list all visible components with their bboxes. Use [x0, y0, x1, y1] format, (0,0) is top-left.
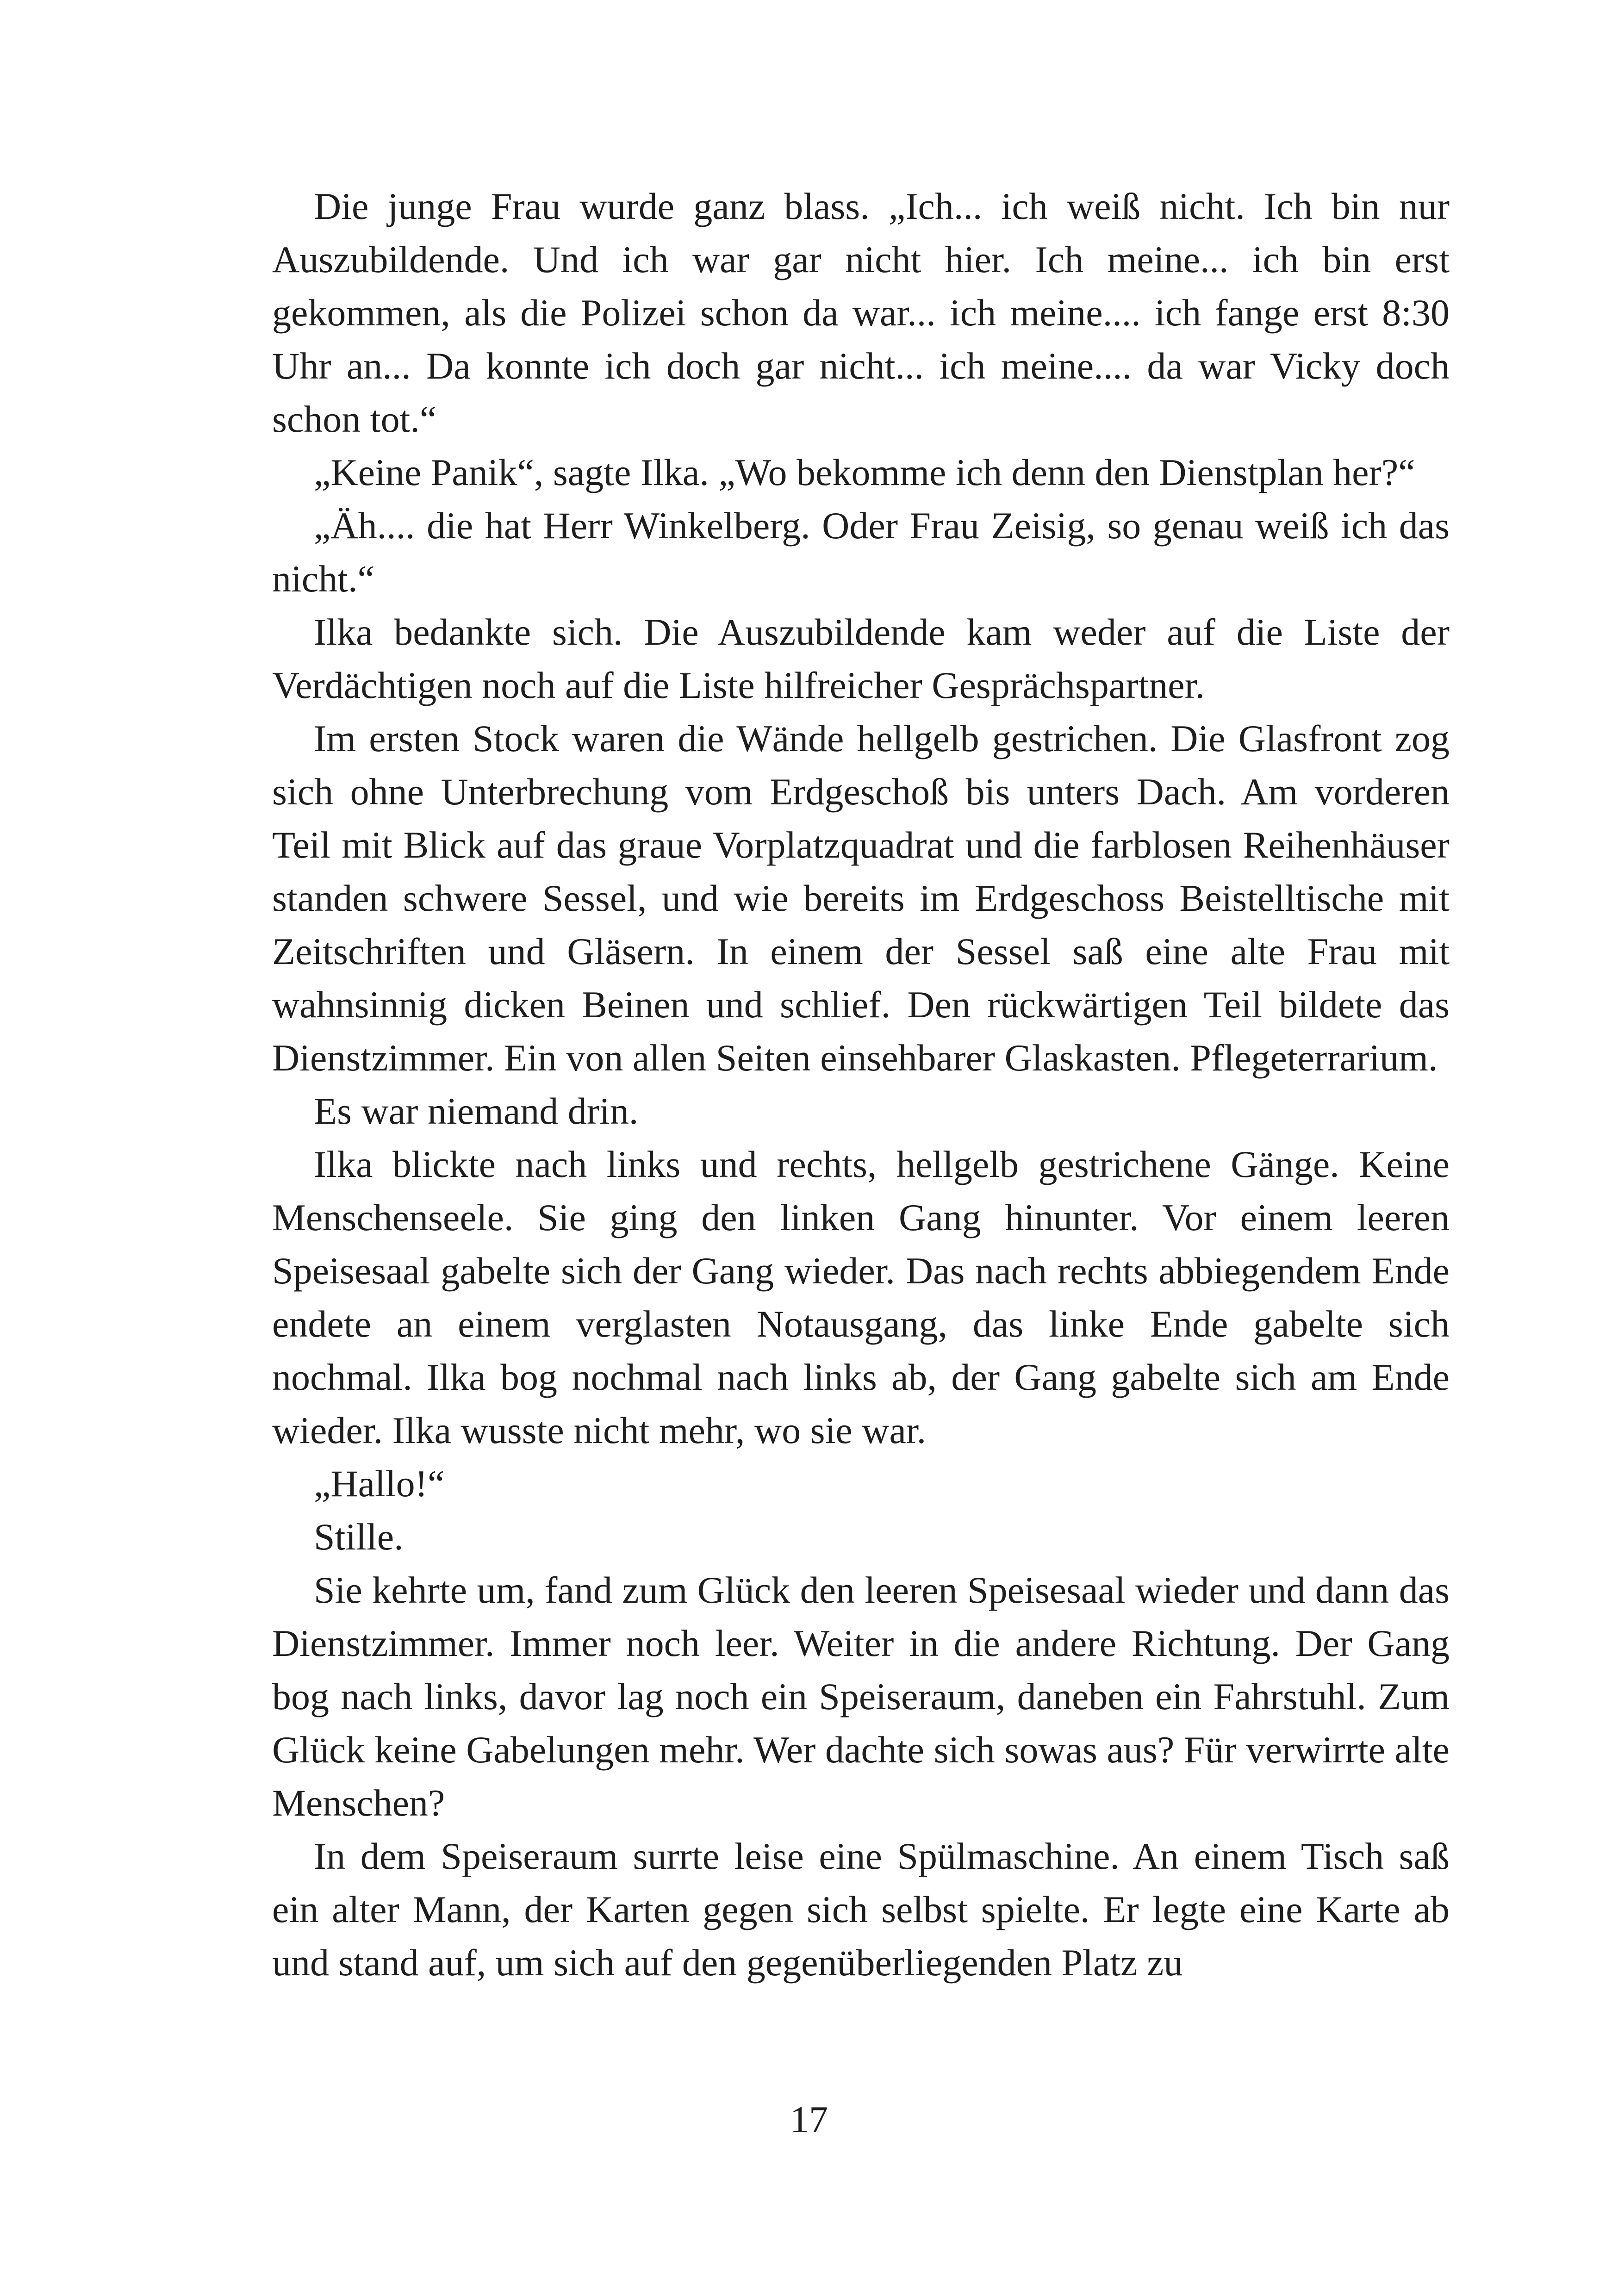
paragraph: Ilka bedankte sich. Die Auszubildende kam weder auf die Liste der Verdächtigen noch auf die Liste hilfreicher Gesprächspartner. [272, 611, 1450, 706]
paragraph: „Äh.... die hat Herr Winkelberg. Oder Frau Zeisig, so genau weiß ich das nicht.“ [272, 504, 1450, 600]
paragraph: Ilka blickte nach links und rechts, hellgelb gestrichene Gänge. Keine Menschenseele. Sie ging den linken Gang hinunter. Vor einem leeren Speisesaal gabelte sich der Gang wieder. Das nach rechts abbiegendem Ende endete an einem verglasten Notausgang, das linke Ende gabelte sich nochmal. Ilka bog nochmal nach links ab, der Gang gabelte sich am Ende wieder. Ilka wusste nicht mehr, wo sie war. [272, 1143, 1450, 1451]
paragraph: „Hallo!“ [314, 1462, 445, 1505]
page-number: 17 [790, 2098, 828, 2140]
paragraph: Im ersten Stock waren die Wände hellgelb gestrichen. Die Glasfront zog sich ohne Unterbrechung vom Erdgeschoß bis unters Dach. Am vorderen Teil mit Blick auf das graue Vorplatzquadrat und die farblosen Reihenhäuser standen schwere Sessel, und wie bereits im Erdgeschoss Beistelltische mit Zeitschriften und Gläsern. In einem der Sessel saß eine alte Frau mit wahnsinnig dicken Beinen und schlief. Den rückwärtigen Teil bildete das Dienstzimmer. Ein von allen Seiten einsehbarer Glaskasten. Pflegeterrarium. [272, 717, 1450, 1079]
paragraph: „Keine Panik“, sagte Ilka. „Wo bekomme ich denn den Dienstplan her?“ [314, 451, 1415, 493]
paragraph: Die junge Frau wurde ganz blass. „Ich... ich weiß nicht. Ich bin nur Auszubildende. Und ich war gar nicht hier. Ich meine... ich bin erst gekommen, als die Polizei schon da war... ich meine.... ich fange erst 8:30 Uhr an... Da konnte ich doch gar nicht... ich meine.... da war Vicky doch schon tot.“ [272, 185, 1450, 440]
paragraph: Sie kehrte um, fand zum Glück den leeren Speisesaal wieder und dann das Dienstzimmer. Immer noch leer. Weiter in die andere Richtung. Der Gang bog nach links, davor lag noch ein Speiseraum, daneben ein Fahrstuhl. Zum Glück keine Gabelungen mehr. Wer dachte sich sowas aus? Für verwirrte alte Menschen? [272, 1569, 1450, 1824]
paragraph: Stille. [314, 1516, 404, 1558]
paragraph: In dem Speiseraum surrte leise eine Spülmaschine. An einem Tisch saß ein alter Mann, der Karten gegen sich selbst spielte. Er legte eine Karte ab und stand auf, um sich auf den gegenüberliegenden Platz zu [272, 1835, 1450, 1984]
body-text [272, 180, 1450, 1989]
paragraph: Es war niemand drin. [314, 1090, 639, 1132]
